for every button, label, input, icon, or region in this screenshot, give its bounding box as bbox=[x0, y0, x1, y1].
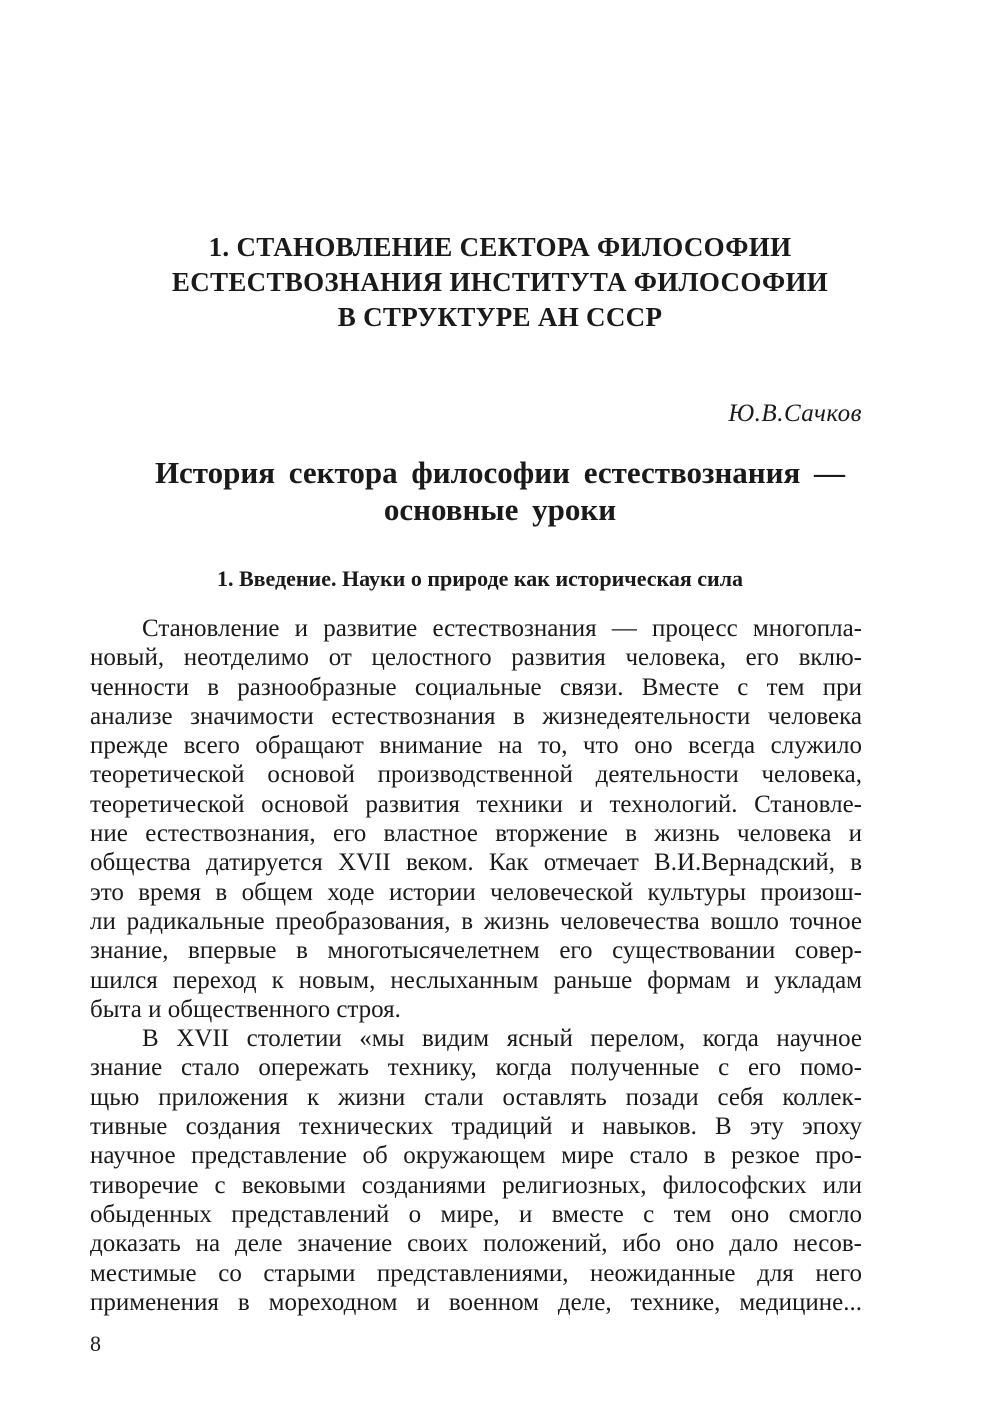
text-line: научное представление об окружающем мире стало в резкое про- bbox=[90, 1142, 862, 1170]
text-line: знание стало опережать технику, когда полученные с его помо- bbox=[90, 1054, 862, 1082]
text-line: Становление и развитие естествознания — процесс многопла- bbox=[142, 615, 862, 642]
text-line: тиворечие с вековыми созданиями религиозных, философских или bbox=[90, 1171, 862, 1199]
article-title bbox=[100, 454, 900, 528]
text-line: анализе значимости естествознания в жизнедеятельности человека bbox=[90, 702, 862, 730]
text-line: В XVII столетии «мы видим ясный перелом, когда научное bbox=[142, 1025, 862, 1053]
text-line: обыденных представлений о мире, и вместе с тем оно смогло bbox=[90, 1200, 862, 1228]
text-line: общества датируется XVII веком. Как отмечает В.И.Вернадский, в bbox=[90, 849, 862, 877]
text-line: новый, неотделимо от целостного развития человека, его вклю- bbox=[90, 644, 862, 672]
paragraph-2 bbox=[90, 1024, 862, 1317]
text-line: доказать на деле значение своих положений, ибо оно дало несов- bbox=[90, 1230, 862, 1258]
text-line: ние естествознания, его властное вторжение в жизнь человека и bbox=[90, 820, 862, 848]
text-line: шился переход к новым, неслыханным раньше формам и укладам bbox=[90, 966, 862, 994]
article-title-line: основные уроки bbox=[383, 492, 617, 527]
chapter-title-line: ЕСТЕСТВОЗНАНИЯ ИНСТИТУТА ФИЛОСОФИИ bbox=[171, 267, 829, 297]
page-number: 8 bbox=[90, 1331, 101, 1356]
text-line: тивные создания технических традиций и навыков. В эту эпоху bbox=[90, 1113, 862, 1141]
article-title-line: История сектора философии естествознания — bbox=[154, 455, 846, 490]
text-line: ченности в разнообразные социальные связи. Вместе с тем при bbox=[90, 673, 862, 701]
chapter-title-line: 1. СТАНОВЛЕНИЕ СЕКТОРА ФИЛОСОФИИ bbox=[208, 232, 792, 262]
chapter-title-line: В СТРУКТУРЕ АН СССР bbox=[337, 302, 663, 332]
text-line: щью приложения к жизни стали оставлять позади себя коллек- bbox=[90, 1083, 862, 1111]
paragraph-1 bbox=[90, 614, 862, 1024]
text-line: прежде всего обращают внимание на то, что оно всегда служило bbox=[90, 732, 862, 760]
section-heading: 1. Введение. Науки о природе как историческая сила bbox=[216, 566, 744, 591]
text-line: быта и общественного строя. bbox=[90, 995, 401, 1023]
text-line: ли радикальные преобразования, в жизнь человечества вошло точное bbox=[90, 907, 862, 935]
text-line: теоретической основой развития техники и технологий. Становле- bbox=[90, 790, 862, 818]
author-name: Ю.В.Сачков bbox=[728, 400, 862, 427]
body-text bbox=[90, 614, 862, 1317]
chapter-title bbox=[120, 230, 880, 335]
text-line: теоретической основой производственной деятельности человека, bbox=[90, 761, 862, 789]
text-line: применения в мореходном и военном деле, технике, медицине... bbox=[90, 1288, 862, 1316]
text-line: это время в общем ходе истории человеческой культуры произош- bbox=[90, 878, 862, 906]
text-line: местимые со старыми представлениями, неожиданные для него bbox=[90, 1259, 862, 1287]
text-line: знание, впервые в многотысячелетнем его существовании совер- bbox=[90, 937, 862, 965]
